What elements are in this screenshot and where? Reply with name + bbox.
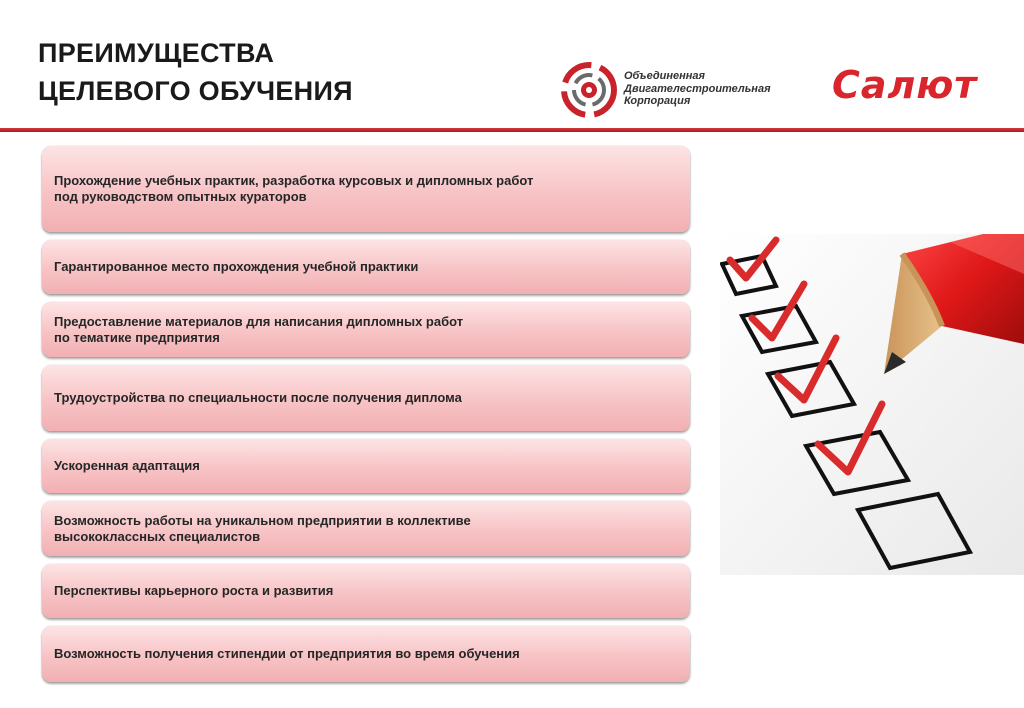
benefit-text: [54, 646, 520, 662]
benefit-line: Возможность работы на уникальном предприятии в коллективе: [54, 512, 471, 528]
company-logo: [560, 62, 1010, 118]
brand-wordmark: Салют: [832, 63, 978, 107]
benefit-line: Предоставление материалов для написания дипломных работ: [54, 313, 464, 329]
benefit-card: [42, 240, 690, 294]
benefit-line: Гарантированное место прохождения учебной практики: [54, 259, 419, 274]
benefit-line: Ускоренная адаптация: [54, 458, 200, 473]
corporation-name: [624, 70, 771, 108]
benefit-text: [54, 173, 533, 205]
benefit-card: [42, 302, 690, 357]
benefit-card: [42, 146, 690, 232]
page-title: [38, 34, 353, 110]
title-line-2: ЦЕЛЕВОГО ОБУЧЕНИЯ: [38, 76, 353, 106]
benefit-text: [54, 314, 463, 346]
benefit-card: [42, 501, 690, 556]
benefit-line: Прохождение учебных практик, разработка курсовых и дипломных работ: [54, 173, 534, 188]
logo-line-3: Корпорация: [624, 95, 691, 107]
benefit-line: высококлассных специалистов: [54, 528, 261, 544]
title-line-1: ПРЕИМУЩЕСТВА: [38, 38, 275, 68]
benefit-text: [54, 390, 462, 406]
benefit-card: [42, 626, 690, 682]
emblem-icon: [560, 62, 618, 118]
benefit-line: по тематике предприятия: [54, 329, 220, 345]
header-divider: [0, 128, 1024, 132]
logo-line-2: Двигателестроительная: [624, 82, 771, 95]
benefit-line: Возможность получения стипендии от предприятия во время обучения: [54, 646, 520, 661]
benefit-text: [54, 513, 471, 545]
benefit-line: Трудоустройства по специальности после получения диплома: [54, 390, 462, 405]
benefit-text: [54, 583, 333, 599]
benefit-card: [42, 439, 690, 493]
benefit-text: [54, 259, 418, 275]
benefit-line: под руководством опытных кураторов: [54, 189, 307, 204]
logo-line-1: Объединенная: [624, 70, 706, 82]
checklist-pencil-icon: [720, 234, 1024, 575]
benefit-text: [54, 458, 200, 474]
benefit-card: [42, 365, 690, 431]
benefit-card: [42, 564, 690, 618]
benefit-line: Перспективы карьерного роста и развития: [54, 583, 334, 598]
